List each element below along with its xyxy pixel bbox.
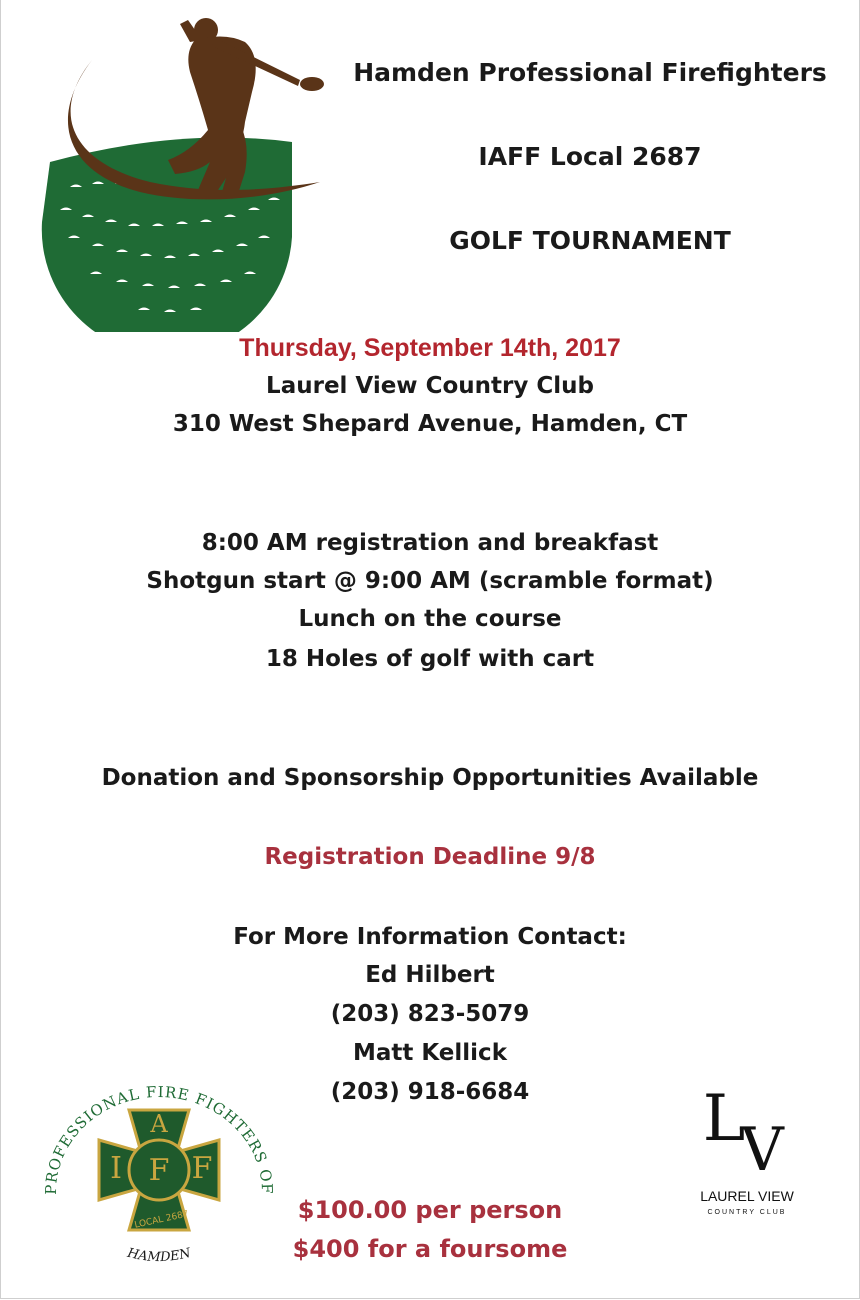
event-address: 310 West Shepard Avenue, Hamden, CT (172, 411, 688, 437)
donation-notice: Donation and Sponsorship Opportunities Available (101, 765, 759, 791)
schedule-item: Shotgun start @ 9:00 AM (scramble format) (146, 568, 714, 594)
lv-monogram-l: L (702, 1082, 746, 1156)
event-venue: Laurel View Country Club (266, 373, 594, 399)
contact-phone: (203) 823-5079 (330, 1001, 530, 1027)
price-per-person: $100.00 per person (297, 1196, 563, 1224)
header-org-name: Hamden Professional Firefighters (353, 58, 827, 87)
schedule-item: 8:00 AM registration and breakfast (201, 530, 659, 556)
laurel-view-logo (672, 1068, 822, 1228)
iaff-letter: F (191, 1151, 213, 1186)
lv-monogram-v: V (740, 1115, 784, 1185)
contact-name: Matt Kellick (352, 1040, 507, 1066)
registration-deadline: Registration Deadline 9/8 (264, 844, 596, 870)
iaff-bottom-text: HAMDEN (125, 1245, 193, 1266)
svg-text:HAMDEN (125, 1246, 193, 1266)
iaff-ring-text: PROFESSIONAL FIRE FIGHTERS OF (41, 1082, 277, 1195)
event-date: Thursday, September 14th, 2017 (239, 334, 621, 362)
golf-tournament-logo (30, 12, 340, 332)
golf-ball-icon (42, 138, 292, 333)
lv-sub: COUNTRY CLUB (707, 1209, 787, 1216)
header-local: IAFF Local 2687 (478, 142, 702, 171)
iaff-local-logo (34, 1072, 284, 1282)
schedule-item: 18 Holes of golf with cart (265, 646, 595, 672)
iaff-local-label: LOCAL 2687 (133, 1209, 190, 1231)
contact-name: Ed Hilbert (365, 962, 495, 988)
header-title: GOLF TOURNAMENT (449, 226, 731, 255)
schedule-item: Lunch on the course (298, 606, 562, 632)
price-foursome: $400 for a foursome (292, 1235, 568, 1263)
iaff-letter: I (110, 1151, 122, 1186)
iaff-letter: A (150, 1110, 168, 1138)
lv-name: LAUREL VIEW (700, 1188, 794, 1204)
iaff-letter: F (148, 1153, 170, 1188)
contact-heading: For More Information Contact: (233, 924, 627, 950)
contact-phone: (203) 918-6684 (330, 1079, 530, 1105)
